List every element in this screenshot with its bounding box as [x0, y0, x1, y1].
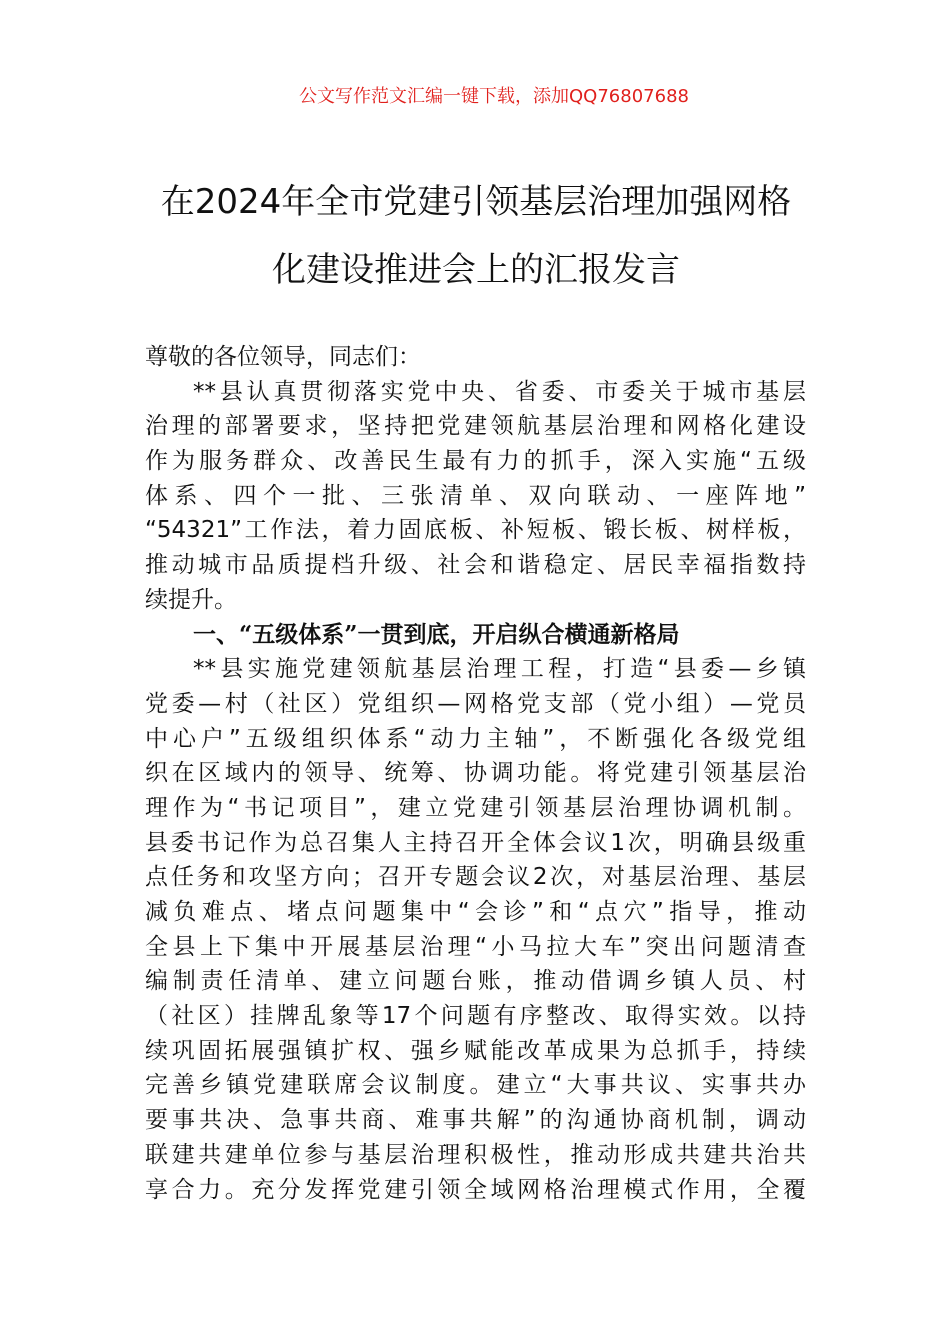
body-text-line: 党委—村（社区）党组织—网格党支部（党小组）—党员 — [145, 690, 806, 717]
body-text-line: **县实施党建领航基层治理工程，打造“县委—乡镇 — [193, 656, 806, 683]
download-banner: 公文写作范文汇编一键下载，添加QQ76807688 — [299, 86, 689, 107]
body-text-line: 要事共决、急事共商、难事共解”的沟通协商机制，调动 — [145, 1107, 806, 1134]
body-text-line: 织在区域内的领导、统筹、协调功能。将党建引领基层治 — [145, 760, 806, 787]
body-text-line: 全县上下集中开展基层治理“小马拉大车”突出问题清查 — [145, 933, 806, 960]
body-text-line: 中心户”五级组织体系“动力主轴”，不断强化各级党组 — [145, 725, 806, 752]
body-text-line: 续巩固拓展强镇扩权、强乡赋能改革成果为总抓手，持续 — [145, 1037, 806, 1064]
body-text-line: 作为服务群众、改善民生最有力的抓手，深入实施“五级 — [145, 448, 806, 475]
document-title-line-1: 在2024年全市党建引领基层治理加强网格 — [160, 182, 792, 222]
body-text-line: 完善乡镇党建联席会议制度。建立“大事共议、实事共办 — [145, 1072, 806, 1099]
body-text-line: 编制责任清单、建立问题台账，推动借调乡镇人员、村 — [145, 968, 806, 995]
body-text-line: 联建共建单位参与基层治理积极性，推动形成共建共治共 — [145, 1141, 806, 1168]
document-body — [145, 340, 806, 1207]
body-text-line: 减负难点、堵点问题集中“会诊”和“点穴”指导，推动 — [145, 899, 806, 925]
body-text-line: “54321”工作法，着力固底板、补短板、锻长板、树样板， — [145, 517, 806, 544]
body-text-line: 享合力。充分发挥党建引领全域网格治理模式作用，全覆 — [145, 1176, 806, 1203]
body-text-line: 点任务和攻坚方向；召开专题会议2次，对基层治理、基层 — [145, 864, 806, 891]
body-text-line: 治理的部署要求，坚持把党建领航基层治理和网格化建设 — [145, 413, 806, 440]
section-heading: 一、“五级体系”一贯到底，开启纵合横通新格局 — [193, 620, 680, 648]
body-text-line: 尊敬的各位领导，同志们： — [145, 344, 421, 370]
body-text-line: 理作为“书记项目”，建立党建引领基层治理协调机制。 — [145, 794, 806, 821]
body-text-line: 推动城市品质提档升级、社会和谐稳定、居民幸福指数持 — [145, 552, 806, 579]
body-text-line: （社区）挂牌乱象等17个问题有序整改、取得实效。以持 — [145, 1003, 806, 1030]
document-title-line-2: 化建设推进会上的汇报发言 — [272, 250, 680, 290]
body-text-line: 县委书记作为总召集人主持召开全体会议1次，明确县级重 — [145, 829, 806, 856]
body-text-line: 续提升。 — [145, 586, 237, 613]
body-text-line: 体系、四个一批、三张清单、双向联动、一座阵地” — [145, 482, 806, 509]
body-text-line: **县认真贯彻落实党中央、省委、市委关于城市基层 — [193, 378, 806, 405]
